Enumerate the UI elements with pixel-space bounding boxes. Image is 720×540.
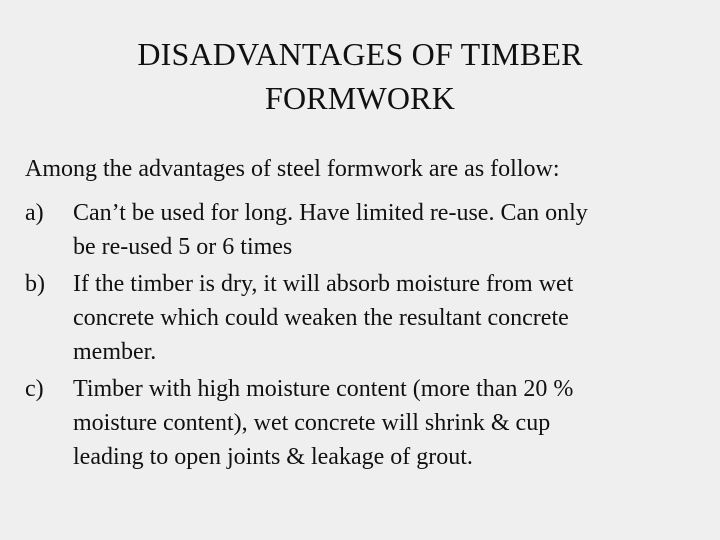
intro-text: Among the advantages of steel formwork are as follow:	[25, 156, 560, 182]
page-title	[60, 32, 660, 120]
list-item-b	[25, 267, 705, 369]
title-line-1: DISADVANTAGES OF TIMBER	[137, 36, 583, 72]
disadvantages-list	[25, 196, 705, 477]
list-marker: c)	[25, 376, 44, 402]
list-item-line: Can’t be used for long. Have limited re-use. Can only	[73, 200, 588, 226]
list-item-c	[25, 372, 705, 474]
list-item-text	[73, 196, 705, 264]
list-item-line: If the timber is dry, it will absorb moisture from wet	[73, 271, 574, 297]
list-item-a	[25, 196, 705, 264]
list-item-line: moisture content), wet concrete will shrink & cup	[73, 410, 551, 436]
list-item-text	[73, 372, 705, 474]
list-item-line: member.	[73, 339, 157, 365]
list-marker: b)	[25, 271, 45, 297]
list-marker: a)	[25, 200, 44, 226]
list-item-line: leading to open joints & leakage of grout.	[73, 444, 473, 470]
list-item-line: Timber with high moisture content (more than 20 %	[73, 376, 574, 402]
list-item-line: concrete which could weaken the resultant concrete	[73, 305, 569, 331]
list-item-line: be re-used 5 or 6 times	[73, 234, 293, 260]
title-line-2: FORMWORK	[264, 80, 456, 116]
list-item-text	[73, 267, 705, 369]
